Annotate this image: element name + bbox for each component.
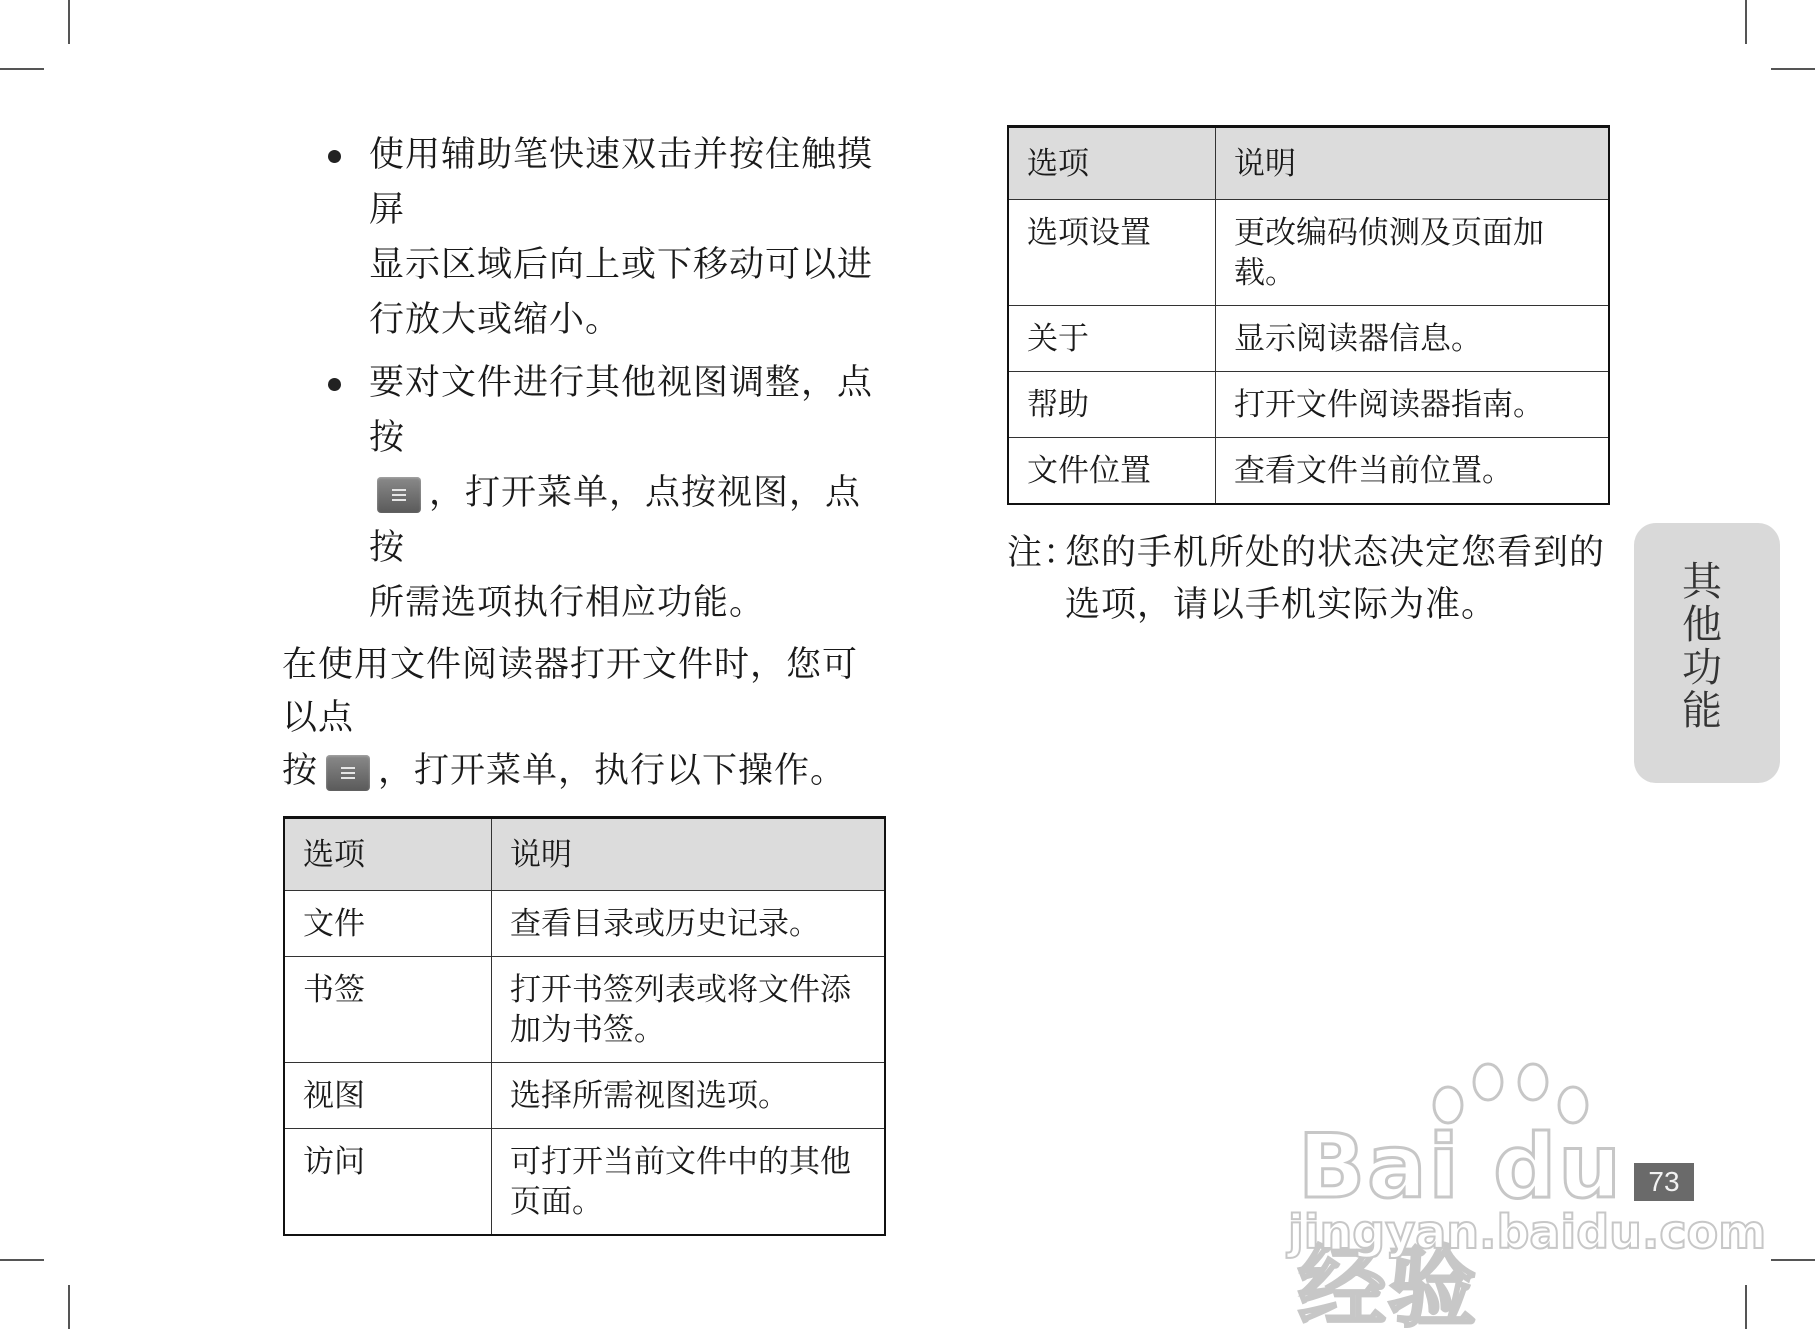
table-cell: 书签 (284, 957, 492, 1063)
table-cell: 视图 (284, 1063, 492, 1129)
note-text: 您的手机所处的状态决定您看到的选项，请以手机实际为准。 (1065, 533, 1606, 625)
intro-text: 按 (282, 751, 319, 791)
bullet-line (369, 466, 888, 576)
menu-icon (377, 477, 421, 513)
crop-mark (68, 1285, 70, 1329)
bullet-dot (328, 150, 341, 163)
table-cell: 文件 (284, 891, 492, 957)
bullet-line: 要对文件进行其他视图调整，点按 (369, 363, 874, 458)
right-column (1007, 125, 1612, 631)
note-paragraph (1007, 527, 1612, 631)
table-row (284, 891, 885, 957)
table-cell: 查看文件当前位置。 (1216, 438, 1610, 505)
table-row (1008, 200, 1609, 306)
intro-line: 在使用文件阅读器打开文件时，您可以点 (282, 645, 859, 738)
crop-mark (1745, 0, 1747, 44)
table-cell: 帮助 (1008, 372, 1216, 438)
table-header-cell: 说明 (492, 818, 886, 891)
crop-mark (1771, 1259, 1815, 1261)
table-header-cell: 说明 (1216, 127, 1610, 200)
table-cell: 文件位置 (1008, 438, 1216, 505)
watermark-url: jingyan.baidu.com (1288, 1205, 1767, 1259)
bullet-line: 使用辅助笔快速双击并按住触摸屏 (369, 135, 874, 230)
watermark (1288, 1060, 1767, 1339)
crop-mark (0, 1259, 44, 1261)
table-row (1008, 372, 1609, 438)
table-row (284, 1063, 885, 1129)
table-cell: 访问 (284, 1129, 492, 1236)
chapter-tab-label: 其他功能 (1682, 559, 1722, 734)
table-cell: 打开文件阅读器指南。 (1216, 372, 1610, 438)
chapter-side-tab (1634, 523, 1780, 783)
intro-paragraph (282, 639, 887, 798)
crop-mark (1771, 68, 1815, 70)
table-cell: 查看目录或历史记录。 (492, 891, 886, 957)
note-label: 注： (1007, 533, 1080, 573)
options-table-left (283, 816, 886, 1236)
bullet-text: ，打开菜单，点按视图，点按 (369, 473, 862, 568)
bullet-item (283, 356, 888, 631)
table-header-cell: 选项 (284, 818, 492, 891)
crop-mark (68, 0, 70, 44)
table-cell: 更改编码侦测及页面加载。 (1216, 200, 1610, 306)
bullet-dot (328, 378, 341, 391)
bullet-line: 行放大或缩小。 (369, 300, 622, 340)
page-number: 73 (1634, 1163, 1694, 1201)
intro-text: ，打开菜单，执行以下操作。 (378, 751, 847, 791)
intro-line (282, 745, 887, 798)
table-cell: 打开书签列表或将文件添加为书签。 (492, 957, 886, 1063)
table-cell: 选择所需视图选项。 (492, 1063, 886, 1129)
left-column (283, 128, 888, 1236)
table-cell: 显示阅读器信息。 (1216, 306, 1610, 372)
bullet-line: 所需选项执行相应功能。 (369, 583, 766, 623)
table-header-row (1008, 127, 1609, 200)
crop-mark (1745, 1285, 1747, 1329)
table-row (284, 957, 885, 1063)
table-row (1008, 438, 1609, 505)
table-row (1008, 306, 1609, 372)
bullet-line: 显示区域后向上或下移动可以进 (369, 245, 874, 285)
bullet-item (283, 128, 888, 348)
table-header-cell: 选项 (1008, 127, 1216, 200)
table-cell: 可打开当前文件中的其他页面。 (492, 1129, 886, 1236)
menu-icon (326, 755, 370, 791)
watermark-brand: Bai du 经验 (1298, 1115, 1623, 1339)
table-header-row (284, 818, 885, 891)
table-cell: 选项设置 (1008, 200, 1216, 306)
table-row (284, 1129, 885, 1236)
table-cell: 关于 (1008, 306, 1216, 372)
crop-mark (0, 68, 44, 70)
options-table-right (1007, 125, 1610, 505)
